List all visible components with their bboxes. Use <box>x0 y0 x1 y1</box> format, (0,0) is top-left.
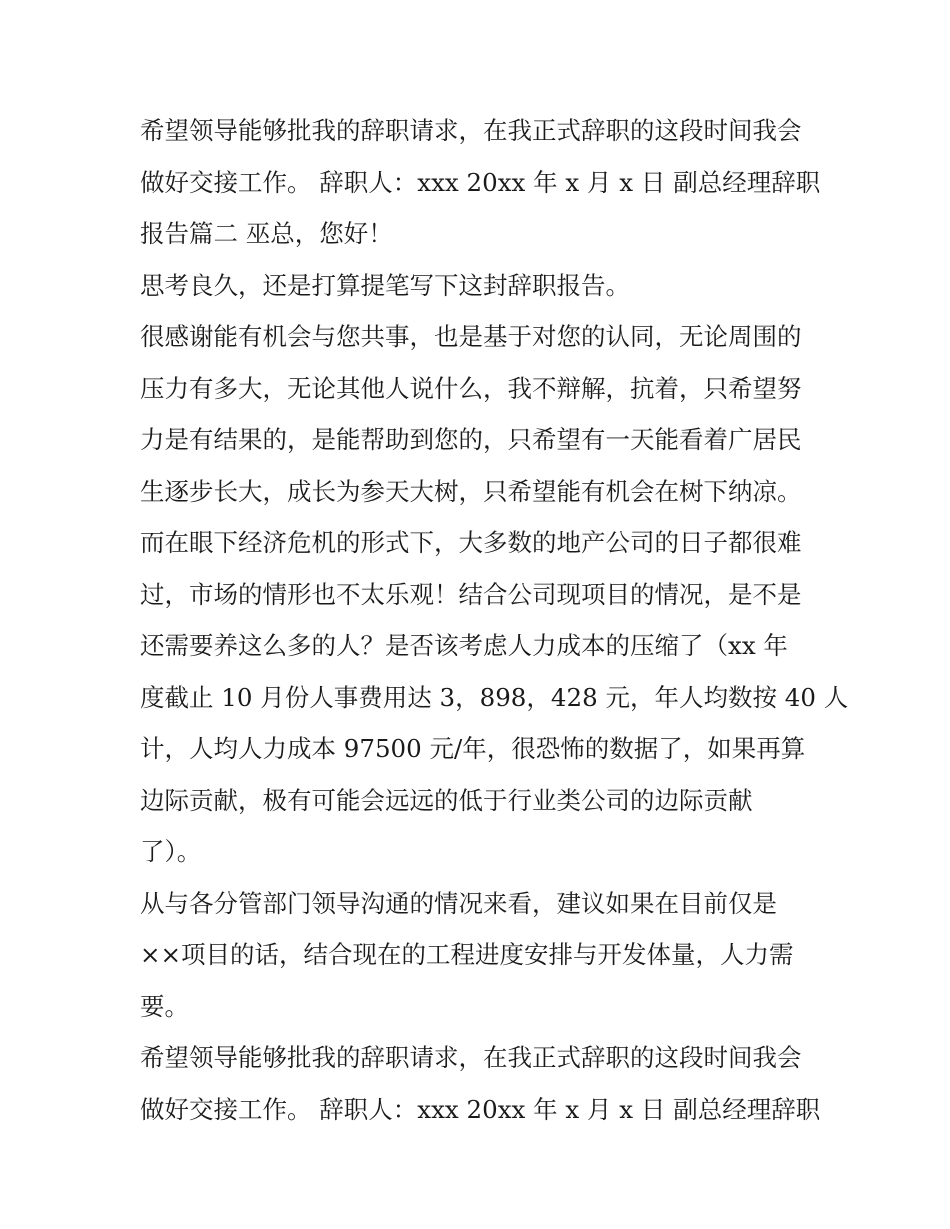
text-line: ××项目的话，结合现在的工程进度安排与开发体量，人力需 <box>140 940 794 969</box>
text-line: 报告篇二 巫总，您好！ <box>140 219 393 248</box>
text-line: 计，人均人力成本 97500 元/年，很恐怖的数据了，如果再算 <box>140 734 806 763</box>
text-line: 从与各分管部门领导沟通的情况来看，建议如果在目前仅是 <box>140 888 777 918</box>
text-line: 做好交接工作。 辞职人：xxx 20xx 年 x 月 x 日 副总经理辞职 <box>140 1094 821 1124</box>
text-line: 压力有多大，无论其他人说什么，我不辩解，抗着，只希望努 <box>140 373 802 403</box>
text-line: 边际贡献，极有可能会远远的低于行业类公司的边际贡献 <box>140 785 753 815</box>
text-line: 还需要养这么多的人？是否该考虑人力成本的压缩了（xx 年 <box>140 631 788 660</box>
document-body <box>140 105 849 1135</box>
text-line: 过，市场的情形也不太乐观！结合公司现项目的情况，是不是 <box>140 579 802 609</box>
text-line: 而在眼下经济危机的形式下，大多数的地产公司的日子都很难 <box>140 528 802 557</box>
text-line: 希望领导能够批我的辞职请求，在我正式辞职的这段时间我会 <box>140 1043 802 1072</box>
text-line: 要。 <box>140 991 189 1021</box>
text-line: 希望领导能够批我的辞职请求，在我正式辞职的这段时间我会 <box>140 116 802 145</box>
text-line: 力是有结果的，是能帮助到您的，只希望有一天能看着广居民 <box>140 425 802 454</box>
text-line: 很感谢能有机会与您共事，也是基于对您的认同，无论周围的 <box>140 322 802 351</box>
text-line: 了）。 <box>140 837 202 866</box>
text-line: 做好交接工作。 辞职人：xxx 20xx 年 x 月 x 日 副总经理辞职 <box>140 167 821 197</box>
text-line: 思考良久，还是打算提笔写下这封辞职报告。 <box>140 270 630 300</box>
text-line: 度截止 10 月份人事费用达 3，898，428 元，年人均数按 40 人 <box>140 682 849 712</box>
text-line: 生逐步长大，成长为参天大树，只希望能有机会在树下纳凉。 <box>140 476 802 506</box>
